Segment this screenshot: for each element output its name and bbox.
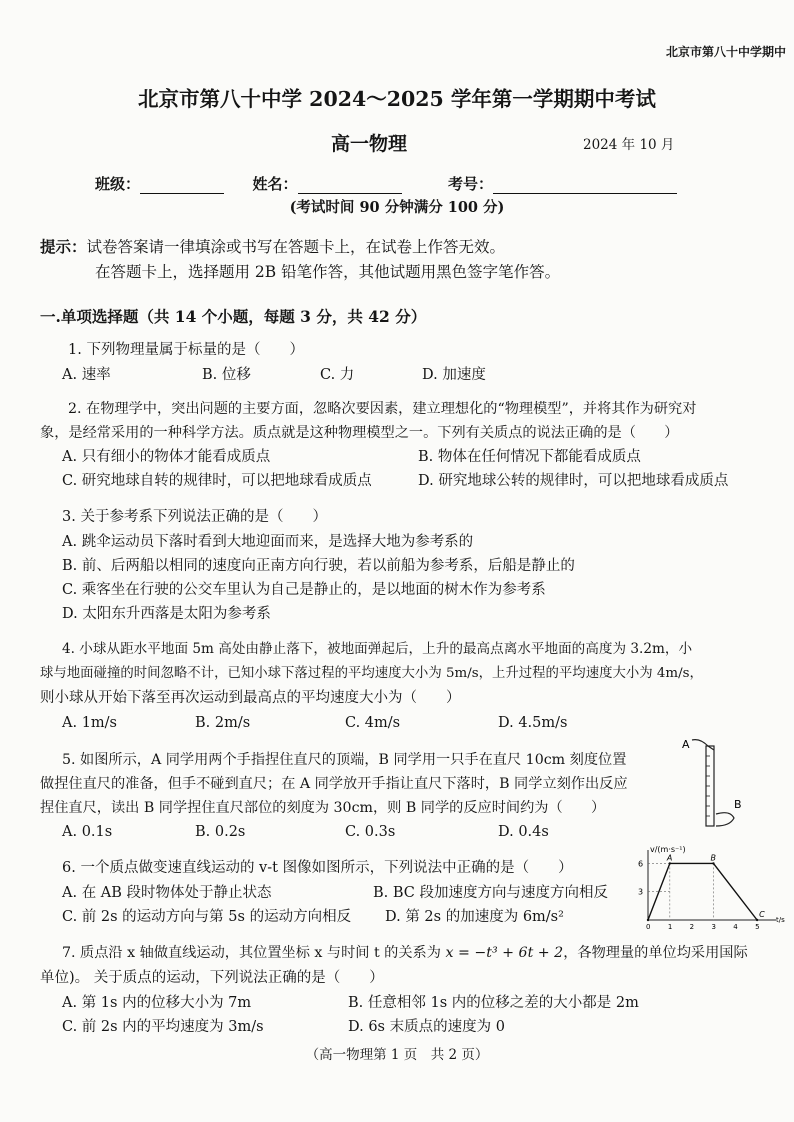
- q4-stem-1: 4. 小球从距水平地面 5m 高处由静止落下，被地面弹起后，上升的最高点离水平地面的高度为 3.2m，小: [62, 641, 693, 657]
- q1-stem: 1. 下列物理量属于标量的是（ ）: [68, 342, 304, 358]
- q2-stem-2: 象，是经常采用的一种科学方法。质点就是这种物理模型之一。下列有关质点的说法正确的是（ ）: [40, 425, 679, 441]
- y-tick-label: 6: [638, 859, 644, 869]
- q5-stem-3: 捏住直尺，读出 B 同学捏住直尺部位的刻度为 30cm，则 B 同学的反应时间约为（ ）: [40, 800, 606, 816]
- number-label: 考号：: [447, 175, 493, 193]
- q2-option-a[interactable]: A. 只有细小的物体才能看成质点: [62, 449, 271, 465]
- vt-point-label: C: [759, 910, 765, 919]
- tip-label: 提示：: [40, 237, 87, 256]
- page-title: 北京市第八十中学 2024～2025 学年第一学期期中考试: [138, 87, 656, 111]
- section-heading: 一.单项选择题（共 14 个小题，每题 3 分，共 42 分）: [40, 307, 427, 326]
- q4-option-a[interactable]: A. 1m/s: [62, 715, 117, 731]
- hand-a-shape: [692, 740, 714, 750]
- vt-data-point: [756, 919, 758, 921]
- q5-option-a[interactable]: A. 0.1s: [62, 824, 113, 840]
- q5-option-d[interactable]: D. 0.4s: [498, 824, 549, 840]
- q6-option-b[interactable]: B. BC 段加速度方向与速度方向相反: [373, 885, 609, 901]
- q3-stem: 3. 关于参考系下列说法正确的是（ ）: [62, 509, 327, 525]
- q7-stem-1b: ，各物理量的单位均采用国际: [563, 945, 748, 961]
- q3-option-a[interactable]: A. 跳伞运动员下落时看到大地迎面而来，是选择大地为参考系的: [62, 534, 474, 550]
- page-footer: （高一物理第 1 页 共 2 页）: [305, 1047, 489, 1063]
- x-tick-label: 0: [646, 923, 651, 930]
- q5-stem-1: 5. 如图所示，A 同学用两个手指捏住直尺的顶端，B 同学用一只手在直尺 10cm 刻度位置: [62, 752, 627, 768]
- q5-stem-2: 做捏住直尺的准备，但手不碰到直尺；在 A 同学放开手指让直尺下落时，B 同学立刻作出反应: [40, 776, 628, 792]
- subject-title: 高一物理: [331, 133, 408, 155]
- x-axis-label: t/s: [776, 916, 785, 924]
- q6-stem: 6. 一个质点做变速直线运动的 v-t 图像如图所示，下列说法中正确的是（ ）: [62, 860, 573, 876]
- q7-stem-1: [62, 944, 748, 963]
- q4-option-d[interactable]: D. 4.5m/s: [498, 715, 568, 731]
- q2-option-c[interactable]: C. 研究地球自转的规律时，可以把地球看成质点: [62, 473, 372, 489]
- q6-option-a[interactable]: A. 在 AB 段时物体处于静止状态: [62, 885, 272, 901]
- x-tick-label: 1: [667, 923, 673, 930]
- ruler-label-b: B: [734, 798, 742, 811]
- q3-option-d[interactable]: D. 太阳东升西落是太阳为参考系: [62, 606, 271, 622]
- vt-chart: [628, 844, 788, 930]
- q4-stem-3: 则小球从开始下落至再次运动到最高点的平均速度大小为（ ）: [40, 690, 461, 706]
- tip-line-1: [40, 237, 505, 258]
- q2-option-b[interactable]: B. 物体在任何情况下都能看成质点: [418, 449, 641, 465]
- class-label: 班级：: [95, 175, 141, 193]
- student-info-row: [95, 174, 677, 194]
- exam-time-note: (考试时间 90 分钟满分 100 分): [289, 199, 505, 216]
- ruler-figure: [680, 736, 750, 836]
- q4-stem-2: 球与地面碰撞的时间忽略不计，已知小球下落过程的平均速度大小为 5m/s，上升过程的平均速度大小为 4m/s，: [40, 666, 703, 681]
- exam-date: 2024 年 10 月: [583, 137, 675, 153]
- x-tick-label: 5: [755, 923, 760, 930]
- q7-formula: x = −t³ + 6t + 2: [445, 945, 564, 961]
- class-field[interactable]: [140, 179, 224, 194]
- ruler-label-a: A: [682, 738, 690, 751]
- x-tick-label: 3: [711, 923, 716, 930]
- q5-option-b[interactable]: B. 0.2s: [195, 824, 246, 840]
- vt-data-point: [712, 862, 714, 864]
- q2-option-d[interactable]: D. 研究地球公转的规律时，可以把地球看成质点: [418, 473, 729, 489]
- hand-b-shape: [716, 813, 734, 826]
- q6-option-c[interactable]: C. 前 2s 的运动方向与第 5s 的运动方向相反: [62, 909, 352, 925]
- q4-option-b[interactable]: B. 2m/s: [195, 715, 251, 731]
- q7-option-b[interactable]: B. 任意相邻 1s 内的位移之差的大小都是 2m: [348, 995, 639, 1011]
- q3-option-b[interactable]: B. 前、后两船以相同的速度向正南方向行驶，若以前船为参考系，后船是静止的: [62, 558, 575, 574]
- y-tick-label: 3: [638, 887, 644, 897]
- vt-point-label: A: [666, 853, 673, 863]
- x-tick-label: 2: [689, 923, 695, 930]
- q1-option-c[interactable]: C. 力: [320, 367, 355, 383]
- q7-stem-1a: 7. 质点沿 x 轴做直线运动，其位置坐标 x 与时间 t 的关系为: [62, 945, 446, 961]
- vt-data-point: [669, 862, 671, 864]
- x-tick-label: 4: [733, 923, 738, 930]
- q7-option-c[interactable]: C. 前 2s 内的平均速度为 3m/s: [62, 1019, 264, 1035]
- q4-option-c[interactable]: C. 4m/s: [345, 715, 401, 731]
- q1-option-a[interactable]: A. 速率: [62, 367, 111, 383]
- tip-text-1: 试卷答案请一律填涂或书写在答题卡上，在试卷上作答无效。: [86, 238, 506, 256]
- q2-stem-1: 2. 在物理学中，突出问题的主要方面，忽略次要因素，建立理想化的“物理模型”，并将其作为研究对: [68, 401, 697, 417]
- name-label: 姓名：: [252, 175, 298, 193]
- q1-option-d[interactable]: D. 加速度: [422, 367, 486, 383]
- q3-option-c[interactable]: C. 乘客坐在行驶的公交车里认为自己是静止的，是以地面的树木作为参考系: [62, 582, 546, 598]
- vt-point-label: B: [710, 853, 716, 863]
- vt-data-point: [647, 919, 649, 921]
- q7-stem-2: 单位)。 关于质点的运动，下列说法正确的是（ ）: [40, 970, 384, 986]
- number-field[interactable]: [493, 179, 677, 194]
- q5-option-c[interactable]: C. 0.3s: [345, 824, 396, 840]
- q1-option-b[interactable]: B. 位移: [202, 367, 251, 383]
- q7-option-a[interactable]: A. 第 1s 内的位移大小为 7m: [62, 995, 252, 1011]
- name-field[interactable]: [298, 179, 402, 194]
- q7-option-d[interactable]: D. 6s 末质点的速度为 0: [348, 1019, 505, 1035]
- q6-option-d[interactable]: D. 第 2s 的加速度为 6m/s²: [385, 909, 564, 925]
- y-axis-label: v/(m·s⁻¹): [650, 845, 686, 854]
- corner-tag: 北京市第八十中学期中: [665, 45, 786, 59]
- tip-line-2: 在答题卡上，选择题用 2B 铅笔作答，其他试题用黑色签字笔作答。: [95, 263, 561, 281]
